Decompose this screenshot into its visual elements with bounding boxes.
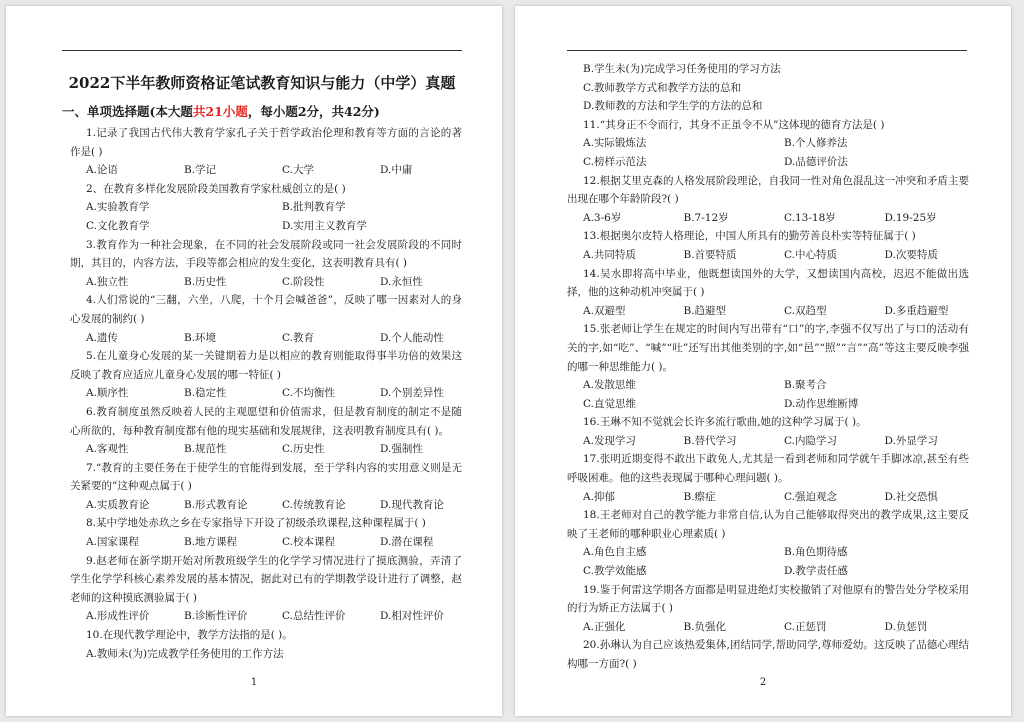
option: A.论语	[86, 164, 118, 177]
question-text: 8.某中学地处赤玖之乡在专家指导下开设了初级杀玖课程,这种课程属于( )	[86, 517, 426, 530]
option-row	[567, 395, 969, 414]
question-text: 9.赵老师在新学期开始对所教班级学生的化学学习情况进行了摸底测验，弄清了学生化学学科核心素养发展的基本情况，据此对已有的学期教学设计进行了调整，赵老师的这种摸底测验属于( )	[70, 554, 462, 604]
option: B.聚考合	[784, 379, 827, 392]
option: C.直觉思维	[583, 397, 636, 410]
option-row	[70, 384, 462, 403]
option-row	[567, 562, 969, 581]
option: A.遗传	[86, 331, 118, 344]
option: D.实用主义教育学	[282, 219, 367, 232]
option: B.趋避型	[683, 304, 727, 317]
option: D.负惩罚	[884, 620, 928, 633]
option: A.角色自主感	[583, 546, 647, 559]
option: D.动作思维断博	[784, 397, 859, 410]
option: A.实质教育论	[86, 498, 150, 511]
option-row	[567, 209, 969, 228]
option: D.潜在课程	[380, 536, 434, 549]
option: A.3-6岁	[583, 211, 622, 224]
option: A.独立性	[86, 275, 129, 288]
option: C.文化教育学	[86, 219, 150, 232]
option: C.教学效能感	[583, 565, 647, 578]
option: B.环境	[184, 331, 217, 344]
option: C.不均衡性	[282, 387, 335, 400]
option: A.形成性评价	[86, 610, 150, 623]
question-text: 13.根据奥尔皮特人格理论，中国人所具有的勤劳善良朴实等特征属于( )	[583, 230, 916, 243]
option: A.发现学习	[583, 434, 636, 447]
option: A.发散思维	[583, 379, 636, 392]
option: D.社交恐惧	[884, 490, 938, 503]
option: D.永恒性	[380, 275, 423, 288]
option: B.角色期待感	[784, 546, 848, 559]
option: A.教师未(为)完成教学任务使用的工作方法	[86, 647, 284, 660]
option: D.中庸	[380, 164, 413, 177]
option: B.批判教育学	[282, 201, 346, 214]
page-1-questions	[70, 124, 462, 663]
option: D.教师教的方法和学生学的方法的总和	[583, 100, 763, 113]
page-number: 1	[250, 677, 258, 688]
option-row	[567, 432, 969, 451]
section-count: 共21小题	[192, 104, 248, 119]
section-heading	[62, 102, 380, 120]
option: A.双避型	[583, 304, 626, 317]
option-row	[70, 198, 462, 217]
option-row	[567, 302, 969, 321]
option: C.总结性评价	[282, 610, 346, 623]
question-text: 10.在现代教学理论中，教学方法指的是( )。	[86, 629, 293, 642]
question-text: 18.王老师对自己的教学能力非常自信,认为自己能够取得突出的教学成果,这主要反映了王老师的哪种职业心理素质( )	[567, 509, 969, 540]
option-row	[567, 376, 969, 395]
page-number: 2	[759, 677, 767, 688]
question-text: 5.在儿童身心发展的某一关键期着力是以相应的教育则能取得事半功倍的效果这反映了教育应适应儿童身心发展的哪一特征( )	[70, 350, 462, 381]
option: B.学记	[184, 164, 217, 177]
question-text: 16.王琳不知不觉就会长许多流行歌曲,她的这种学习属于( )。	[583, 416, 867, 429]
option: B.7-12岁	[683, 211, 729, 224]
option-row	[70, 161, 462, 180]
question-text: 1.记录了我国古代伟大教育学家孔子关于哲学政治伦理和教育等方面的言论的著作是( )	[70, 127, 462, 158]
option: A.抑郁	[583, 490, 615, 503]
option: D.强制性	[380, 443, 423, 456]
page-2-questions	[567, 60, 969, 674]
question-text: 12.根据艾里克森的人格发展阶段理论，自我同一性对角色混乱这一冲突和矛盾主要出现在哪个年龄阶段?( )	[567, 174, 969, 206]
question-text: 11.“其身正不令而行，其身不正虽令不从”这体现的德育方法是( )	[583, 118, 885, 131]
option: A.客观性	[86, 443, 129, 456]
option: C.内隐学习	[784, 434, 837, 447]
option-row	[567, 134, 969, 153]
option-row	[567, 246, 969, 265]
header-rule	[62, 50, 462, 51]
option-row	[567, 618, 969, 637]
option: C.榜样示范法	[583, 155, 647, 168]
option: B.瘵症	[683, 490, 716, 503]
option: D.个别差异性	[380, 387, 444, 400]
option: C.传统教育论	[282, 498, 346, 511]
option: D.相对性评价	[380, 610, 444, 623]
option: D.19-25岁	[884, 211, 937, 224]
section-prefix: 一、单项选择题(本大题	[62, 104, 193, 119]
question-text: 19.鉴于何雷这学期各方面都是明显进绝灯实校撤销了对他原有的警告处分学校采用的行为矫正方法属于( )	[567, 583, 969, 615]
option: D.外显学习	[884, 434, 938, 447]
option-row	[70, 217, 462, 236]
option: B.负强化	[683, 620, 727, 633]
question-text: 7.“教育的主要任务在于使学生的官能得到发展，至于学科内容的实用意义则是无关紧要的”这种观点属于( )	[70, 461, 462, 493]
option: B.首要特质	[683, 248, 737, 261]
option-row	[70, 329, 462, 348]
question-text: 4.人们常说的“三翻，六坐，八爬，十个月会喊爸爸”，反映了哪一因素对人的身心发展的制约( )	[70, 294, 462, 325]
option: A.实际锻炼法	[583, 137, 647, 150]
option: A.顺序性	[86, 387, 129, 400]
option-row	[70, 496, 462, 515]
option: B.稳定性	[184, 387, 227, 400]
option: C.13-18岁	[784, 211, 836, 224]
option: C.双趋型	[784, 304, 827, 317]
option: C.校本课程	[282, 536, 335, 549]
question-text: 20.孙琳认为自己应该热爱集体,团结同学,帮助同学,尊师爱幼。这反映了品德心理结构哪一方面?( )	[567, 639, 969, 670]
option-row	[70, 607, 462, 626]
section-suffix: ，每小题2分，共42分)	[247, 104, 380, 119]
option: D.次要特质	[884, 248, 938, 261]
option: D.品德评价法	[784, 155, 848, 168]
option: A.实验教育学	[86, 201, 150, 214]
option: B.学生未(为)完成学习任务使用的学习方法	[583, 63, 781, 75]
option: A.国家课程	[86, 536, 139, 549]
option-row	[70, 440, 462, 459]
option: C.教育	[282, 331, 314, 344]
option: B.历史性	[184, 275, 227, 288]
question-text: 6.教育制度虽然反映着人民的主观愿望和价值需求，但是教育制度的制定不是随心所欲的，每种教育制度都有他的现实基础和发展规律，这表明教育制度具有( )。	[70, 405, 462, 437]
option-row	[567, 153, 969, 172]
option: D.个人能动性	[380, 331, 444, 344]
option-row	[70, 273, 462, 292]
option: D.多重趋避型	[884, 304, 949, 317]
option: B.个人修养法	[784, 137, 848, 150]
question-text: 2、在教育多样化发展阶段美国教育学家杜威创立的是( )	[86, 182, 346, 195]
option: C.阶段性	[282, 275, 325, 288]
question-text: 3.教育作为一种社会现象，在不同的社会发展阶段或同一社会发展阶段的不同时期，其目的，内容方法，手段等都会相应的发生变化，这表明教育具有( )	[70, 238, 462, 270]
option: A.共同特质	[583, 248, 636, 261]
option: C.教师教学方式和教学方法的总和	[583, 81, 741, 94]
question-text: 14.吴水即将高中毕业，他既想读国外的大学，又想读国内高校，迟迟不能做出选择，他的这种动机冲突属于( )	[567, 267, 969, 299]
option: C.强迫观念	[784, 490, 837, 503]
option-row	[567, 543, 969, 562]
option: D.现代教育论	[380, 498, 444, 511]
option: B.规范性	[184, 443, 227, 456]
document-title: 2022下半年教师资格证笔试教育知识与能力（中学）真题	[68, 74, 456, 92]
option: C.大学	[282, 164, 314, 177]
option: C.历史性	[282, 443, 325, 456]
page-1	[6, 6, 502, 716]
option-row	[70, 533, 462, 552]
question-text: 17.张明近期变得不敢出下敢免人,尤其是一看到老师和同学就午手脚冰凉,甚至有些呼吸困难。他的这些表现属于哪种心理问题( )。	[567, 453, 969, 485]
page-2	[515, 6, 1011, 716]
question-text: 15.张老师让学生在规定的时间内写出带有“口”的字,李强不仅写出了与口的活动有关的字,如“吃”、“喊”“吐”还写出其他类别的字,如“邑”“照”“言”“高”等这主要反映李强的哪一种思维能力( )。	[567, 323, 969, 373]
option: B.替代学习	[683, 434, 737, 447]
option: B.地方课程	[184, 536, 238, 549]
header-rule	[567, 50, 967, 51]
option-row	[567, 488, 969, 507]
option: B.形式教育论	[184, 498, 248, 511]
option: B.诊断性评价	[184, 610, 248, 623]
option: C.正惩罚	[784, 620, 827, 633]
option: D.教学责任感	[784, 565, 848, 578]
option: A.正强化	[583, 620, 626, 633]
option: C.中心特质	[784, 248, 837, 261]
